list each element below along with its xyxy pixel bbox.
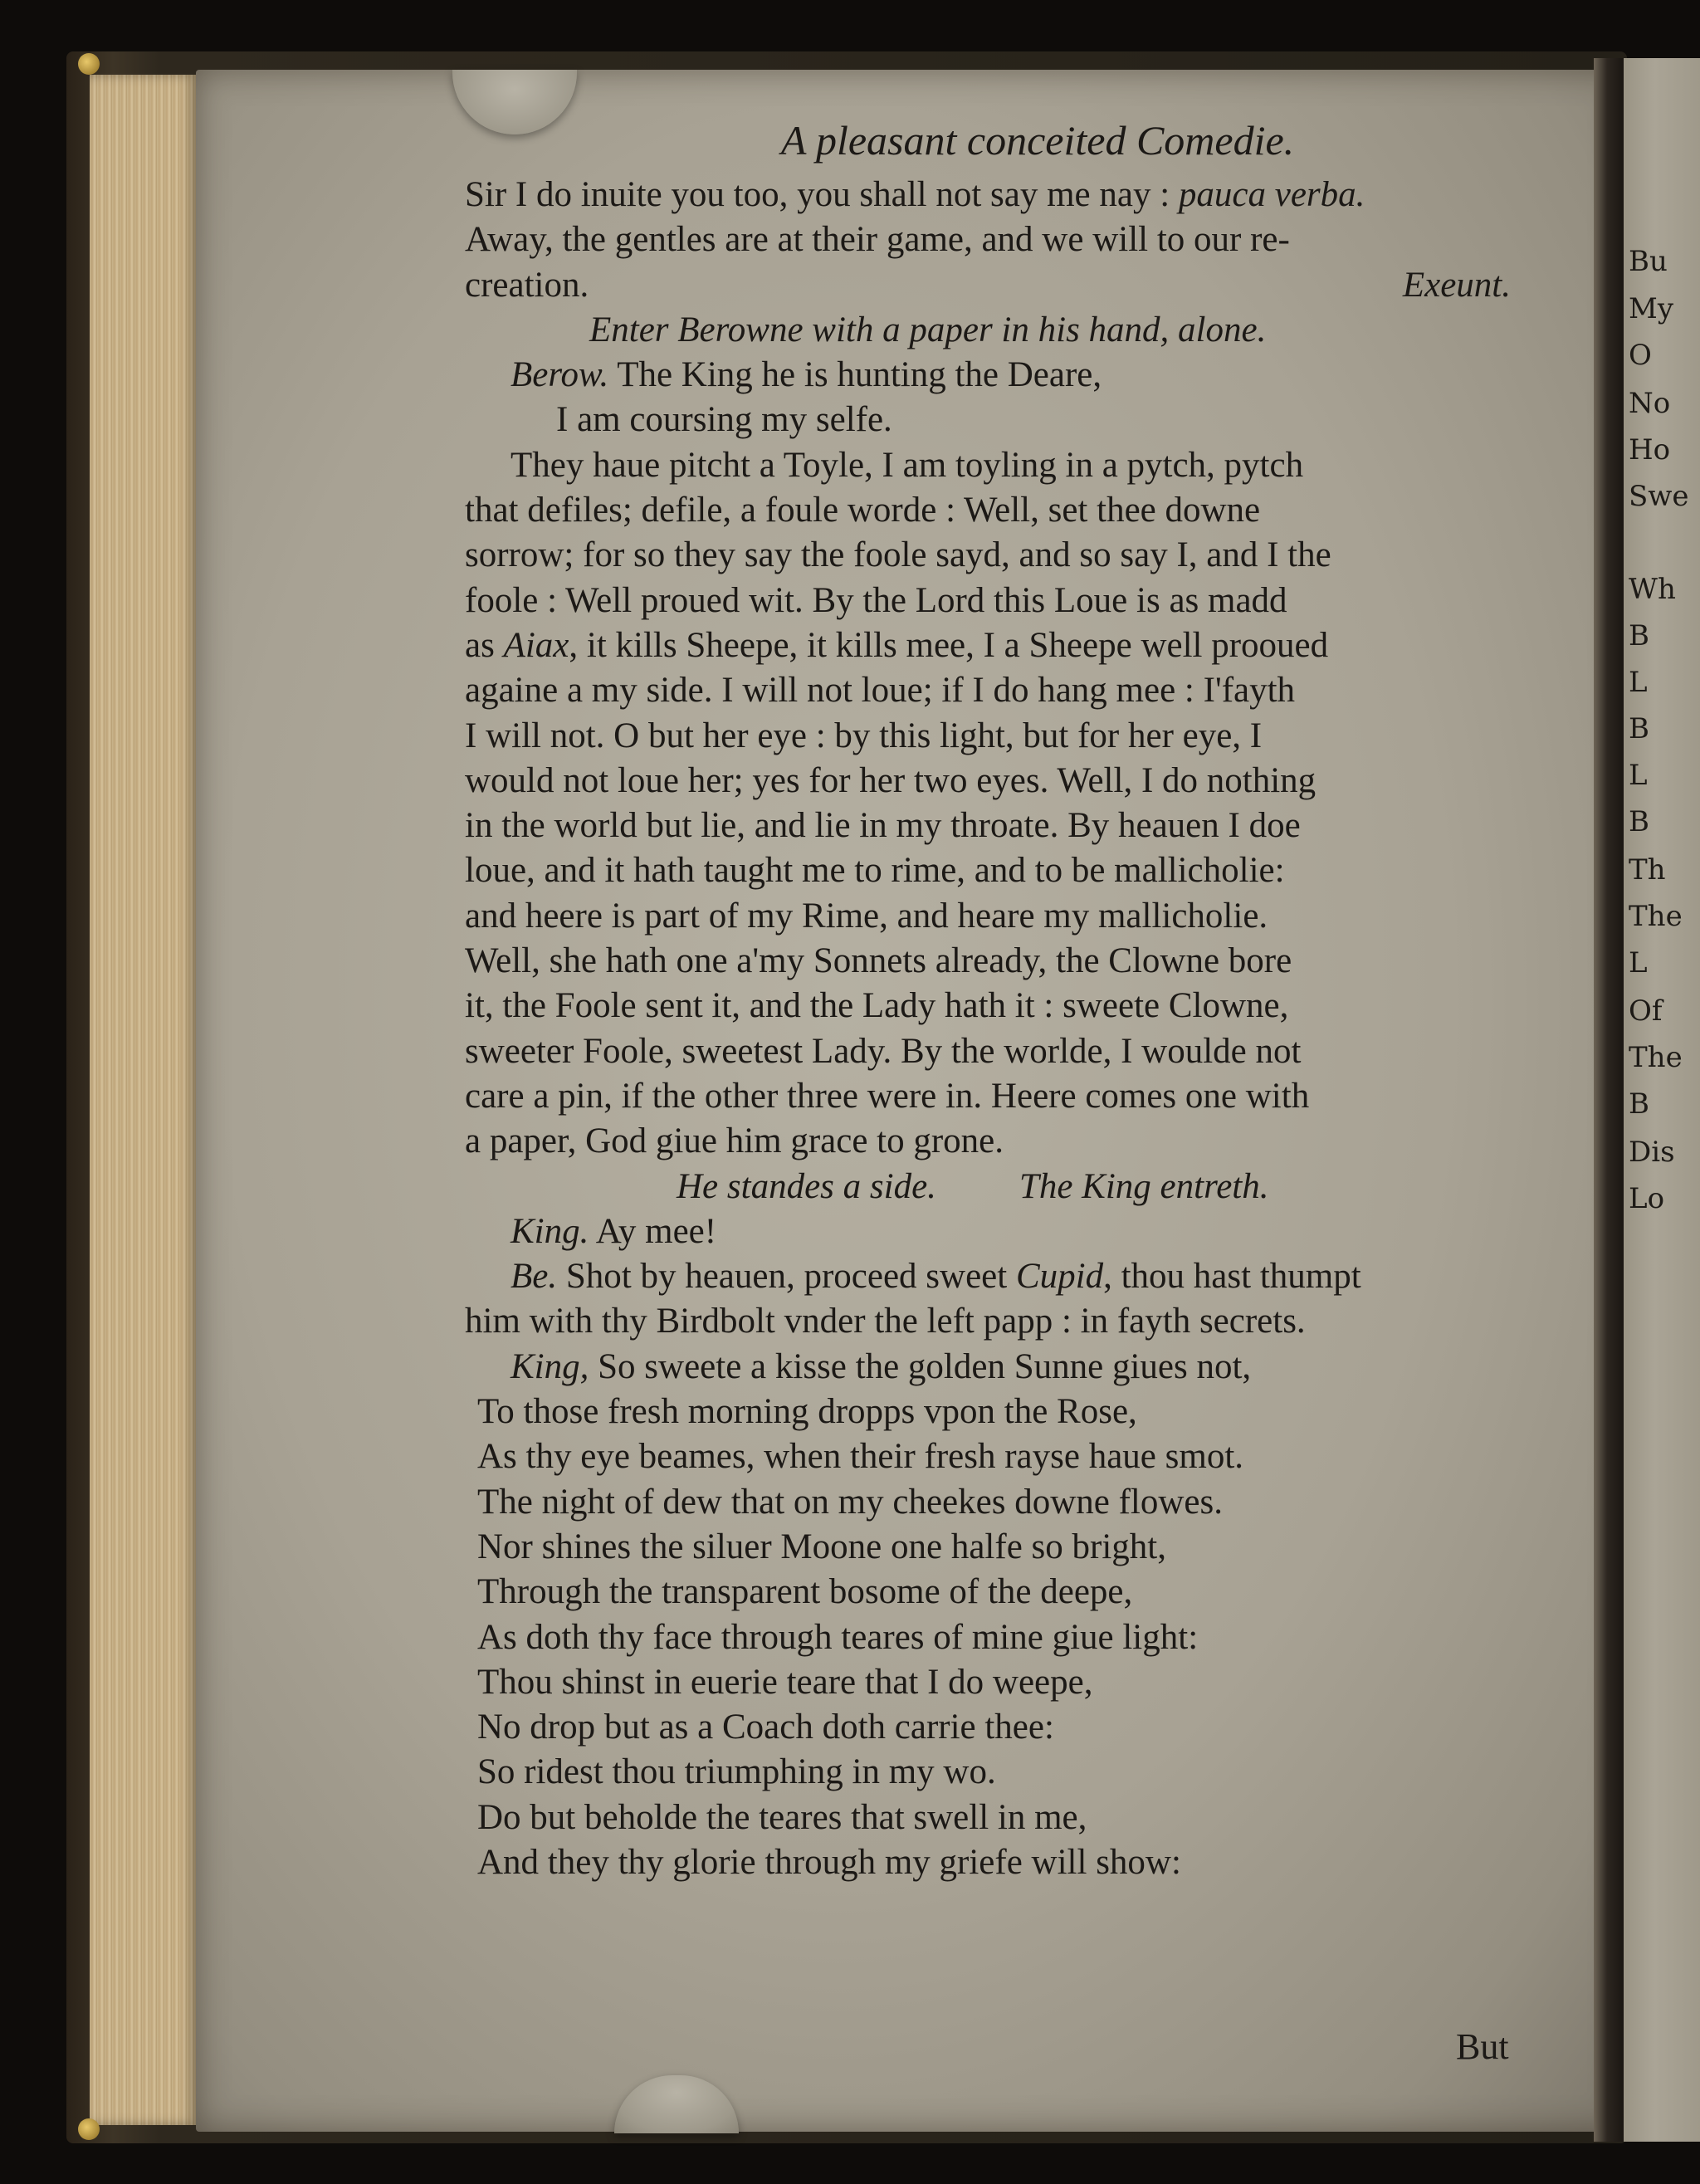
text-line <box>465 759 1544 804</box>
text-run: would not loue her; yes for her two eyes. Well, I do nothing <box>465 760 1317 800</box>
text-run: Ay mee! <box>589 1211 717 1251</box>
text-run: in the world but lie, and lie in my throate. By heauen I doe <box>465 806 1301 846</box>
text-run: him with thy Birdbolt vnder the left papp : in fayth secrets. <box>465 1302 1306 1341</box>
text-line <box>465 308 1544 353</box>
text-run: againe a my side. I will not loue; if I do hang mee : I'fayth <box>465 671 1296 711</box>
text-lines <box>465 173 1544 1885</box>
speaker-name: Berow. <box>510 355 609 395</box>
facing-page-fragment: My <box>1629 292 1674 325</box>
text-run: and heere is part of my Rime, and heare my mallicholie. <box>465 896 1268 936</box>
binding-rivet-bottom <box>78 2118 100 2140</box>
text-line <box>465 533 1544 578</box>
facing-page-fragment: The <box>1629 900 1683 933</box>
text-line <box>465 1209 1544 1254</box>
text-line <box>465 1029 1544 1074</box>
text-run: sweeter Foole, sweetest Lady. By the worlde, I woulde not <box>465 1031 1302 1071</box>
text-line <box>465 1705 1544 1750</box>
facing-page-fragment: Ho <box>1629 433 1671 467</box>
text-line <box>465 1525 1544 1570</box>
text-line <box>465 1074 1544 1119</box>
text-line <box>465 217 1544 262</box>
facing-page <box>1624 58 1700 2142</box>
text-line <box>465 1750 1544 1795</box>
facing-page-fragment: Dis <box>1629 1136 1675 1169</box>
text-line <box>465 804 1544 848</box>
text-line <box>465 1434 1544 1479</box>
facing-page-fragment: The <box>1629 1041 1683 1074</box>
text-run: Through the transparent bosome of the deepe, <box>477 1572 1133 1612</box>
exit-cue: Exeunt. <box>1402 265 1511 305</box>
text-line <box>465 984 1544 1028</box>
text-run: Nor shines the siluer Moone one halfe so bright, <box>477 1527 1166 1566</box>
italic-phrase: pauca verba. <box>1178 175 1365 214</box>
italic-name: Aiax <box>503 625 569 665</box>
text-line <box>465 894 1544 939</box>
text-run: that defiles; defile, a foule worde : Well, set thee downe <box>465 491 1261 530</box>
book-gutter <box>1594 58 1624 2142</box>
text-line <box>465 848 1544 893</box>
facing-page-fragment: Wh <box>1629 573 1676 606</box>
binding-rivet-top <box>78 53 100 75</box>
facing-page-fragment: Swe <box>1629 480 1689 513</box>
facing-page-fragment: No <box>1629 387 1671 420</box>
text-line <box>465 579 1544 623</box>
facing-page-fragment: L <box>1629 946 1648 980</box>
text-run: Thou shinst in euerie teare that I do weepe, <box>477 1662 1093 1702</box>
text-run: No drop but as a Coach doth carrie thee: <box>477 1708 1054 1747</box>
facing-page-fragment: B <box>1629 805 1649 838</box>
text-run: loue, and it hath taught me to rime, and to be mallicholie: <box>465 851 1285 891</box>
speaker-name: Be. <box>510 1257 558 1297</box>
text-run: So ridest thou triumphing in my wo. <box>477 1752 996 1792</box>
speaker-name: King, <box>510 1346 589 1386</box>
text-line <box>465 623 1544 668</box>
facing-page-fragment: O <box>1629 339 1652 372</box>
text-run: Shot by heauen, proceed sweet <box>557 1257 1016 1297</box>
stage-direction: The King entreth. <box>1019 1166 1269 1206</box>
facing-page-fragment: L <box>1629 759 1648 792</box>
facing-page-fragment: B <box>1629 619 1649 652</box>
text-run: foole : Well proued wit. By the Lord this Loue is as madd <box>465 580 1287 620</box>
text-run: The King he is hunting the Deare, <box>608 355 1102 395</box>
text-run: a paper, God giue him grace to grone. <box>465 1121 1004 1161</box>
text-line <box>465 714 1544 759</box>
facing-page-fragment: B <box>1629 712 1649 745</box>
text-run: And they thy glorie through my griefe will show: <box>477 1842 1181 1882</box>
facing-page-fragment: Lo <box>1629 1182 1665 1215</box>
facing-page-fragment: Th <box>1629 853 1666 887</box>
stage-direction: He standes a side. <box>677 1166 936 1206</box>
page-edges <box>90 75 198 2125</box>
text-run: I will not. O but her eye : by this light, but for her eye, I <box>465 716 1263 755</box>
text-line <box>465 1615 1544 1660</box>
text-run: The night of dew that on my cheekes downe flowes. <box>477 1482 1223 1522</box>
text-line <box>465 443 1544 488</box>
italic-name: Cupid <box>1015 1257 1104 1297</box>
text-run: Well, she hath one a'my Sonnets already, the Clowne bore <box>465 941 1292 981</box>
text-line <box>465 1254 1544 1299</box>
stage-direction: Enter Berowne with a paper in his hand, alone. <box>589 310 1267 349</box>
text-line <box>465 1660 1544 1705</box>
text-run: To those fresh morning dropps vpon the Rose, <box>477 1392 1137 1432</box>
text-run: sorrow; for so they say the foole sayd, and so say I, and I the <box>465 535 1331 575</box>
text-run: as <box>465 625 504 665</box>
text-run: , thou hast thumpt <box>1103 1257 1361 1297</box>
text-line <box>465 173 1544 217</box>
facing-page-fragment: Of <box>1629 994 1663 1028</box>
text-line <box>465 1796 1544 1840</box>
text-run: , it kills Sheepe, it kills mee, I a Sheepe well prooued <box>569 625 1329 665</box>
text-run: Away, the gentles are at their game, and we will to our re- <box>465 220 1290 260</box>
text-line <box>465 263 1544 308</box>
text-line <box>465 1390 1544 1434</box>
text-line <box>465 1345 1544 1390</box>
text-run: creation. <box>465 265 589 305</box>
running-head: A pleasant conceited Comedie. <box>780 117 1295 164</box>
text-line <box>465 1299 1544 1344</box>
text-line <box>465 353 1544 398</box>
text-line <box>465 668 1544 713</box>
text-line <box>465 1480 1544 1525</box>
text-run: it, the Foole sent it, and the Lady hath it : sweete Clowne, <box>465 986 1289 1026</box>
speaker-name: King. <box>510 1211 589 1251</box>
text-run: care a pin, if the other three were in. Heere comes one with <box>465 1076 1310 1116</box>
text-run: They haue pitcht a Toyle, I am toyling in a pytch, pytch <box>510 445 1304 485</box>
text-run: As doth thy face through teares of mine giue light: <box>477 1617 1199 1657</box>
facing-page-fragment: Bu <box>1629 245 1668 278</box>
text-line <box>465 1570 1544 1615</box>
text-line <box>465 1119 1544 1164</box>
text-line <box>465 939 1544 984</box>
text-line <box>465 1840 1544 1885</box>
text-run: Do but beholde the teares that swell in me, <box>477 1797 1087 1837</box>
text-run: I am coursing my selfe. <box>556 400 892 440</box>
text-run: As thy eye beames, when their fresh rayse haue smot. <box>477 1437 1244 1477</box>
text-line <box>465 488 1544 533</box>
facing-page-fragment: B <box>1629 1087 1649 1121</box>
text-run: So sweete a kisse the golden Sunne giues not, <box>589 1346 1252 1386</box>
text-run: Sir I do inuite you too, you shall not say me nay : <box>465 175 1179 214</box>
facing-page-fragment: L <box>1629 666 1648 699</box>
text-line <box>465 1165 1544 1209</box>
text-line <box>465 398 1544 442</box>
catchword: But <box>1456 2026 1509 2067</box>
page-text <box>465 108 1544 1885</box>
